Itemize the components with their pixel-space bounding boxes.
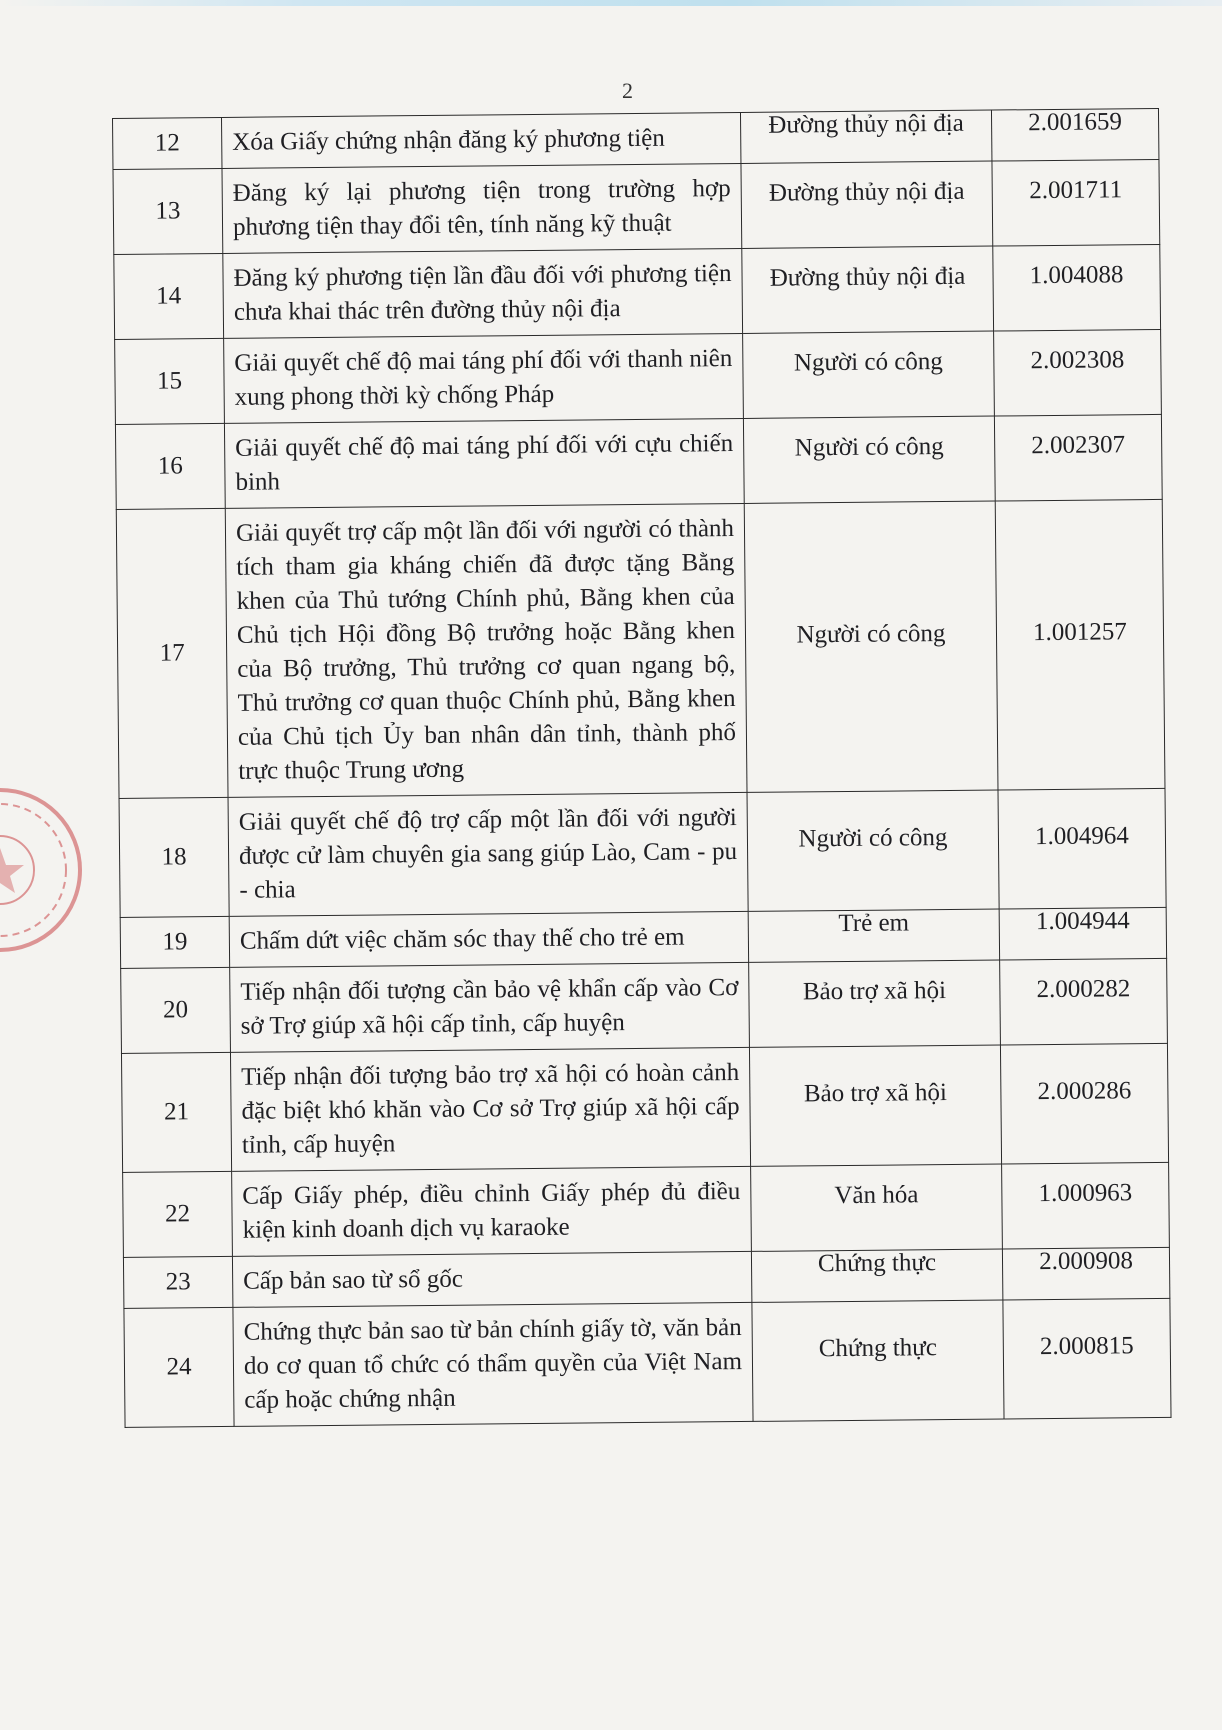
procedure-code-cell [992,159,1160,246]
procedure-name-cell: Tiếp nhận đối tượng cần bảo vệ khẩn cấp vào Cơ sở Trợ giúp xã hội cấp tỉnh, cấp huyện [230,962,750,1052]
field-cell [741,161,993,248]
field-cell [743,331,995,418]
row-number-cell: 24 [124,1307,234,1427]
field-cell [749,960,1001,1047]
page-number: 2 [622,78,633,103]
table-row [116,499,1165,798]
field-cell [752,1300,1004,1421]
row-number-cell: 14 [114,253,224,339]
field-cell-text: Bảo trợ xã hội [802,977,947,1006]
procedure-name-cell: Chấm dứt việc chăm sóc thay thế cho trẻ em [229,911,748,967]
field-cell [751,1249,1002,1302]
official-seal-stamp-icon [0,770,88,970]
field-cell [742,246,994,333]
field-cell [749,1045,1001,1166]
procedure-name-cell: Giải quyết chế độ mai táng phí đối với thanh niên xung phong thời kỳ chống Pháp [224,333,744,423]
row-number-cell: 17 [116,508,228,798]
procedure-name-cell: Xóa Giấy chứng nhận đăng ký phương tiện [221,112,740,168]
procedure-code-cell-text: 2.000908 [1039,1247,1134,1276]
procedure-name-cell: Đăng ký lại phương tiện trong trường hợp phương tiện thay đổi tên, tính năng kỹ thuật [222,163,742,253]
procedure-code-cell-text: 1.004944 [1035,907,1130,936]
row-number-cell: 21 [121,1052,231,1172]
procedure-code-cell [1003,1298,1171,1419]
field-cell-text: Người có công [798,824,948,853]
procedure-code-cell [995,499,1165,790]
field-cell-text: Trẻ em [838,909,910,938]
procedure-code-cell-text: 2.002307 [1031,431,1126,460]
table-row [124,1298,1171,1427]
procedure-name-cell: Tiếp nhận đối tượng bảo trợ xã hội có hoàn cảnh đặc biệt khó khăn vào Cơ sở Trợ giúp xã hội cấp tỉnh, cấp huyện [230,1047,750,1171]
field-cell-text: Đường thủy nội địa [769,262,966,292]
table-row [121,1043,1168,1172]
procedure-code-cell [991,108,1158,161]
row-number-cell: 13 [113,168,223,254]
field-cell [744,501,998,792]
table-row [119,788,1166,917]
row-number-cell: 19 [120,916,229,968]
procedure-code-cell [1000,1043,1168,1164]
field-cell-text: Đường thủy nội địa [768,109,964,139]
procedure-code-cell [998,788,1166,909]
procedure-code-cell-text: 2.000282 [1036,975,1131,1004]
procedure-name-cell: Giải quyết chế độ trợ cấp một lần đối với người được cử làm chuyên gia sang giúp Lào, Cam - pu - chia [228,792,748,916]
field-cell [748,909,999,962]
procedure-code-cell [993,244,1161,331]
row-number-cell: 22 [123,1171,233,1257]
field-cell [747,790,999,911]
row-number-cell: 18 [119,797,229,917]
procedure-code-cell [1002,1247,1169,1300]
row-number-cell: 16 [115,423,225,509]
table-row [121,958,1168,1053]
procedure-code-cell-text: 1.004088 [1029,261,1124,290]
table-row [113,159,1160,254]
procedure-table [112,108,1172,1428]
procedure-code-cell-text: 2.000815 [1039,1332,1134,1361]
table-row [115,414,1162,509]
table-row [115,329,1162,424]
field-cell [751,1164,1003,1251]
procedure-code-cell [999,907,1166,960]
field-cell-text: Văn hóa [834,1181,919,1210]
procedure-code-cell [1000,958,1168,1045]
procedure-code-cell [994,414,1162,501]
field-cell-text: Đường thủy nội địa [768,177,965,207]
procedure-code-cell-text: 2.001711 [1029,176,1123,205]
field-cell-text: Chứng thực [818,1334,938,1363]
procedure-code-cell-text: 1.004964 [1034,822,1129,851]
procedure-name-cell: Đăng ký phương tiện lần đầu đối với phương tiện chưa khai thác trên đường thủy nội địa [223,248,743,338]
procedure-name-cell: Giải quyết trợ cấp một lần đối với người có thành tích tham gia kháng chiến đã được tặng Bằng khen của Thủ tướng Chính phủ, Bằng khen của Chủ tịch Hội đồng Bộ trưởng hoặc Bằng khen của Bộ trưởng, Thủ trưởng cơ quan ngang bộ, Thủ trưởng cơ quan thuộc Chính phủ, Bằng khen của Chủ tịch Ủy ban nhân dân tỉnh, thành phố trực thuộc Trung ương [225,503,747,797]
procedure-code-cell-text: 2.000286 [1037,1077,1132,1106]
row-number-cell: 23 [123,1256,232,1308]
row-number-cell: 20 [121,967,231,1053]
field-cell [743,416,995,503]
procedure-code-cell-text: 2.002308 [1030,346,1125,375]
scan-top-edge [0,0,1222,6]
row-number-cell: 12 [113,117,222,169]
field-cell-text: Người có công [794,433,944,462]
procedure-name-cell: Giải quyết chế độ mai táng phí đối với cựu chiến binh [224,418,744,508]
field-cell [740,110,991,163]
table-row [123,1162,1170,1257]
field-cell-text: Người có công [796,620,946,649]
procedure-name-cell: Chứng thực bản sao từ bản chính giấy tờ, văn bản do cơ quan tổ chức có thẩm quyền của Việt Nam cấp hoặc chứng nhận [233,1302,753,1426]
procedure-code-cell-text: 1.000963 [1038,1179,1133,1208]
table-row [114,244,1161,339]
procedure-code-cell [1002,1162,1170,1249]
field-cell-text: Chứng thực [817,1249,937,1278]
procedure-code-cell-text: 2.001659 [1028,108,1123,137]
procedure-name-cell: Cấp bản sao từ sổ gốc [232,1251,751,1307]
field-cell-text: Người có công [793,348,943,377]
row-number-cell: 15 [115,338,225,424]
procedure-code-cell [994,329,1162,416]
procedure-name-cell: Cấp Giấy phép, điều chỉnh Giấy phép đủ điều kiện kinh doanh dịch vụ karaoke [232,1166,752,1256]
field-cell-text: Bảo trợ xã hội [803,1079,948,1108]
procedure-code-cell-text: 1.001257 [1032,618,1127,647]
